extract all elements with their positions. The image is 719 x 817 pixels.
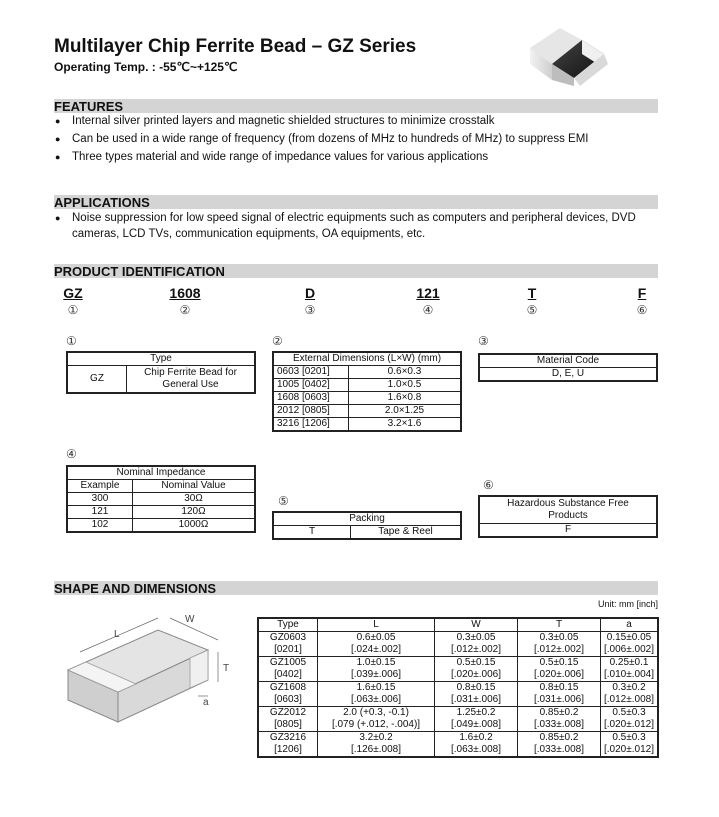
dimension-table [272, 351, 462, 432]
t-cell: 0.5±0.15 [539, 657, 579, 668]
l-inch-cell: [.079 (+.012, -.004)] [331, 719, 421, 730]
code-packing: T [527, 285, 537, 301]
shape-dimensions-table [257, 617, 659, 758]
material-table-header: Material Code [479, 354, 657, 368]
a-cell: 0.5±0.3 [612, 732, 646, 743]
dimension-code-cell: 1005 [0402] [273, 379, 349, 392]
impedance-example-cell: 121 [67, 506, 133, 519]
marker-6: ⑥ [636, 303, 648, 317]
col-a: a [601, 618, 659, 632]
code-impedance: 121 [416, 285, 440, 301]
hazard-table [478, 495, 658, 538]
hazard-table-marker: ⑥ [483, 478, 494, 492]
feature-item: ● Three types material and wide range of impedance values for various applications [54, 150, 658, 165]
diagram-label-w: W [185, 614, 195, 625]
a-inch-cell: [.012±.008] [604, 694, 654, 705]
unit-label: Unit: mm [inch] [598, 599, 659, 609]
type-inch-cell: [1206] [274, 744, 302, 755]
hazard-table-header: Hazardous Substance Free Products [479, 496, 657, 524]
dimension-value-cell: 0.6×0.3 [349, 366, 462, 379]
feature-item: ● Internal silver printed layers and magnetic shielded structures to minimize crosstalk [54, 114, 658, 129]
marker-2: ② [179, 303, 191, 317]
w-inch-cell: [.049±.008] [451, 719, 501, 730]
packing-value-cell: Tape & Reel [351, 526, 462, 540]
impedance-table-header: Nominal Impedance [67, 466, 255, 480]
dimension-value-cell: 2.0×1.25 [349, 405, 462, 418]
impedance-example-cell: 102 [67, 519, 133, 533]
col-t: T [518, 618, 601, 632]
w-cell: 0.8±0.15 [456, 682, 496, 693]
w-cell: 0.5±0.15 [456, 657, 496, 668]
packing-table [272, 511, 462, 540]
w-inch-cell: [.020±.006] [451, 669, 501, 680]
type-cell: GZ1005 [269, 657, 307, 668]
diagram-label-a: a [203, 697, 209, 708]
applications-heading: APPLICATIONS [54, 195, 658, 209]
w-cell: 1.6±0.2 [459, 732, 493, 743]
diagram-label-l: L [114, 629, 120, 640]
dimension-code-cell: 2012 [0805] [273, 405, 349, 418]
a-cell: 0.5±0.3 [612, 707, 646, 718]
type-cell: GZ1608 [269, 682, 307, 693]
page-title: Multilayer Chip Ferrite Bead – GZ Series [54, 36, 417, 57]
features-heading: FEATURES [54, 99, 658, 113]
material-value-cell: D, E, U [479, 368, 657, 382]
table-row [258, 732, 658, 758]
dimension-code-cell: 1608 [0603] [273, 392, 349, 405]
shape-heading: SHAPE AND DIMENSIONS [54, 581, 658, 595]
table-row [258, 632, 658, 657]
type-cell: GZ0603 [269, 632, 307, 643]
code-material: D [304, 285, 316, 301]
col-type: Type [258, 618, 318, 632]
impedance-col-example: Example [67, 480, 133, 493]
code-dimensions: 1608 [169, 285, 201, 301]
t-inch-cell: [.012±.002] [534, 644, 584, 655]
table-row [258, 682, 658, 707]
l-inch-cell: [.126±.008] [351, 744, 401, 755]
operating-temp: Operating Temp. : -55℃~+125℃ [54, 60, 238, 74]
material-table [478, 353, 658, 382]
l-inch-cell: [.024±.002] [351, 644, 401, 655]
type-desc-cell: Chip Ferrite Bead for General Use [127, 366, 256, 394]
dimension-table-header: External Dimensions (L×W) (mm) [273, 352, 461, 366]
packing-table-marker: ⑤ [278, 494, 289, 508]
a-inch-cell: [.020±.012] [604, 719, 654, 730]
a-cell: 0.15±0.05 [606, 632, 652, 643]
a-inch-cell: [.006±.002] [604, 644, 654, 655]
col-l: L [318, 618, 435, 632]
l-cell: 2.0 (+0.3, -0.1) [343, 707, 409, 718]
feature-item: ● Can be used in a wide range of frequency (from dozens of MHz to hundreds of MHz) to suppress EMI [54, 132, 658, 147]
type-cell: GZ3216 [269, 732, 307, 743]
type-table-header: Type [67, 352, 255, 366]
l-inch-cell: [.063±.006] [351, 694, 401, 705]
packing-table-header: Packing [273, 512, 461, 526]
dimension-code-cell: 0603 [0201] [273, 366, 349, 379]
impedance-value-cell: 120Ω [133, 506, 256, 519]
t-inch-cell: [.033±.008] [534, 719, 584, 730]
diagram-label-t: T [223, 663, 230, 674]
t-inch-cell: [.020±.006] [534, 669, 584, 680]
marker-5: ⑤ [526, 303, 538, 317]
table-row [258, 707, 658, 732]
l-inch-cell: [.039±.006] [351, 669, 401, 680]
t-cell: 0.3±0.05 [539, 632, 579, 643]
impedance-table-marker: ④ [66, 447, 77, 461]
type-cell: GZ2012 [269, 707, 307, 718]
packing-code-cell: T [273, 526, 351, 540]
type-inch-cell: [0805] [274, 719, 302, 730]
w-cell: 0.3±0.05 [456, 632, 496, 643]
dimension-value-cell: 1.0×0.5 [349, 379, 462, 392]
impedance-value-cell: 30Ω [133, 493, 256, 506]
dimension-value-cell: 3.2×1.6 [349, 418, 462, 432]
dimension-table-marker: ② [272, 334, 283, 348]
w-inch-cell: [.012±.002] [451, 644, 501, 655]
t-cell: 0.85±0.2 [539, 732, 579, 743]
dimension-code-cell: 3216 [1206] [273, 418, 349, 432]
application-item: ● Noise suppression for low speed signal of electric equipments such as computers and peripheral devices, DVD cameras, LCD TVs, communication equipments, OA equipments, etc. [54, 210, 658, 242]
t-cell: 0.8±0.15 [539, 682, 579, 693]
impedance-table [66, 465, 256, 533]
type-inch-cell: [0402] [274, 669, 302, 680]
material-table-marker: ③ [478, 334, 489, 348]
product-id-heading: PRODUCT IDENTIFICATION [54, 264, 658, 278]
w-inch-cell: [.031±.006] [451, 694, 501, 705]
a-cell: 0.3±0.2 [612, 682, 646, 693]
a-inch-cell: [.020±.012] [604, 744, 654, 755]
w-cell: 1.25±0.2 [456, 707, 496, 718]
type-code-cell: GZ [67, 366, 127, 394]
type-table [66, 351, 256, 394]
chip-dimension-diagram [58, 610, 248, 730]
applications-list [54, 210, 658, 245]
chip-bead-image [520, 20, 614, 88]
type-inch-cell: [0603] [274, 694, 302, 705]
code-type: GZ [63, 285, 83, 301]
marker-4: ④ [422, 303, 434, 317]
t-inch-cell: [.033±.008] [534, 744, 584, 755]
impedance-col-value: Nominal Value [133, 480, 256, 493]
a-inch-cell: [.010±.004] [604, 669, 654, 680]
type-inch-cell: [0201] [274, 644, 302, 655]
marker-3: ③ [304, 303, 316, 317]
hazard-value-cell: F [479, 524, 657, 538]
l-cell: 3.2±0.2 [359, 732, 393, 743]
table-row [258, 657, 658, 682]
col-w: W [435, 618, 518, 632]
impedance-value-cell: 1000Ω [133, 519, 256, 533]
t-cell: 0.85±0.2 [539, 707, 579, 718]
dimension-value-cell: 1.6×0.8 [349, 392, 462, 405]
marker-1: ① [67, 303, 79, 317]
a-cell: 0.25±0.1 [609, 657, 649, 668]
l-cell: 0.6±0.05 [356, 632, 396, 643]
features-list [54, 114, 658, 168]
l-cell: 1.0±0.15 [356, 657, 396, 668]
type-table-marker: ① [66, 334, 77, 348]
t-inch-cell: [.031±.006] [534, 694, 584, 705]
w-inch-cell: [.063±.008] [451, 744, 501, 755]
code-hazard: F [637, 285, 647, 301]
l-cell: 1.6±0.15 [356, 682, 396, 693]
impedance-example-cell: 300 [67, 493, 133, 506]
